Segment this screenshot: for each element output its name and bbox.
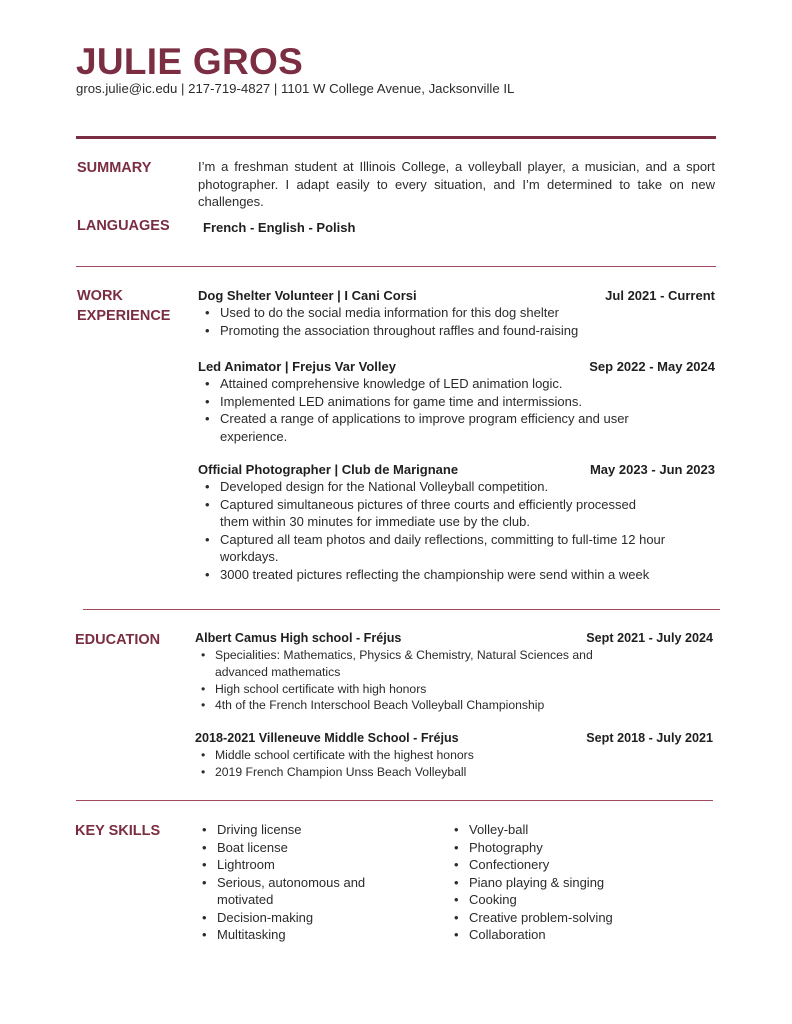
job-bullet: • Used to do the social media information for this dog shelter <box>198 304 715 322</box>
job-bullet: • Created a range of applications to improve program efficiency and user experience. <box>198 410 668 445</box>
school-bullets <box>195 747 713 781</box>
summary-text: I’m a freshman student at Illinois College, a volleyball player, a musician, and a sport photographer. I adapt easily to every situation, and I’m determined to take on new challenges. <box>198 159 715 209</box>
education-entry <box>195 730 713 781</box>
languages-heading: LANGUAGES <box>77 218 170 234</box>
skill-item: • Driving license <box>195 821 395 839</box>
skills-heading: KEY SKILLS <box>75 823 161 839</box>
skill-item: • Lightroom <box>195 856 395 874</box>
school-date: Sept 2018 - July 2021 <box>586 731 713 745</box>
skills-list-left <box>195 821 395 944</box>
job-bullets <box>198 304 715 339</box>
job-bullets <box>198 478 698 583</box>
job-title: Official Photographer | Club de Marignane <box>198 462 459 477</box>
education-heading: EDUCATION <box>75 632 161 648</box>
work-heading-line2: EXPERIENCE <box>77 308 171 324</box>
skills-list-right <box>447 821 707 944</box>
job-entry <box>198 461 715 583</box>
school-bullet: • Middle school certificate with the highest honors <box>195 747 713 764</box>
candidate-name: JULIE GROS <box>76 41 304 82</box>
school-bullet: • High school certificate with high honors <box>195 681 635 698</box>
section-divider <box>76 266 716 267</box>
job-bullet: • Captured simultaneous pictures of three courts and efficiently processed them within 30 minutes for immediate use by the club. <box>198 496 665 531</box>
job-date: May 2023 - Jun 2023 <box>589 462 715 477</box>
job-bullet: • Implemented LED animations for game time and intermissions. <box>198 393 668 411</box>
job-title: Led Animator | Frejus Var Volley <box>198 359 396 374</box>
job-date: Sep 2022 - May 2024 <box>589 359 715 374</box>
job-entry <box>198 287 715 339</box>
skill-item: • Confectionery <box>447 856 707 874</box>
skill-item: • Volley-ball <box>447 821 707 839</box>
skill-item: • Multitasking <box>195 926 395 944</box>
school-date: Sept 2021 - July 2024 <box>586 631 713 645</box>
school-name: Albert Camus High school - Fréjus <box>195 631 402 645</box>
job-title: Dog Shelter Volunteer | I Cani Corsi <box>198 288 417 303</box>
job-bullet: • Promoting the association throughout raffles and found-raising <box>198 322 715 340</box>
skill-item: • Serious, autonomous and motivated <box>195 874 395 909</box>
job-bullet: • Attained comprehensive knowledge of LED animation logic. <box>198 375 668 393</box>
section-divider <box>76 800 713 801</box>
languages-text: French - English - Polish <box>203 220 356 235</box>
job-entry <box>198 358 715 445</box>
job-bullet: • Developed design for the National Volleyball competition. <box>198 478 698 496</box>
summary-heading: SUMMARY <box>77 160 152 176</box>
section-divider <box>83 609 720 610</box>
school-bullet: • Specialities: Mathematics, Physics & Chemistry, Natural Sciences and advanced mathematics <box>195 647 635 681</box>
skill-item: • Boat license <box>195 839 395 857</box>
skill-item: • Piano playing & singing <box>447 874 707 892</box>
school-bullet: • 4th of the French Interschool Beach Volleyball Championship <box>195 697 635 714</box>
skill-item: • Decision-making <box>195 909 395 927</box>
education-entry <box>195 630 713 714</box>
job-bullet: • 3000 treated pictures reflecting the championship were send within a week <box>198 566 698 584</box>
contact-info: gros.julie@ic.edu | 217-719-4827 | 1101 W College Avenue, Jacksonville IL <box>76 81 515 96</box>
header-divider <box>76 136 716 139</box>
school-bullets <box>195 647 635 714</box>
job-date: Jul 2021 - Current <box>605 288 715 303</box>
skill-item: • Collaboration <box>447 926 707 944</box>
job-bullet: • Captured all team photos and daily reflections, committing to full-time 12 hour workdays. <box>198 531 698 566</box>
skill-item: • Photography <box>447 839 707 857</box>
work-heading-line1: WORK <box>77 288 123 304</box>
school-bullet: • 2019 French Champion Unss Beach Volleyball <box>195 764 713 781</box>
skill-item: • Cooking <box>447 891 707 909</box>
school-name: 2018-2021 Villeneuve Middle School - Fréjus <box>195 731 459 745</box>
job-bullets <box>198 375 668 445</box>
skill-item: • Creative problem-solving <box>447 909 707 927</box>
